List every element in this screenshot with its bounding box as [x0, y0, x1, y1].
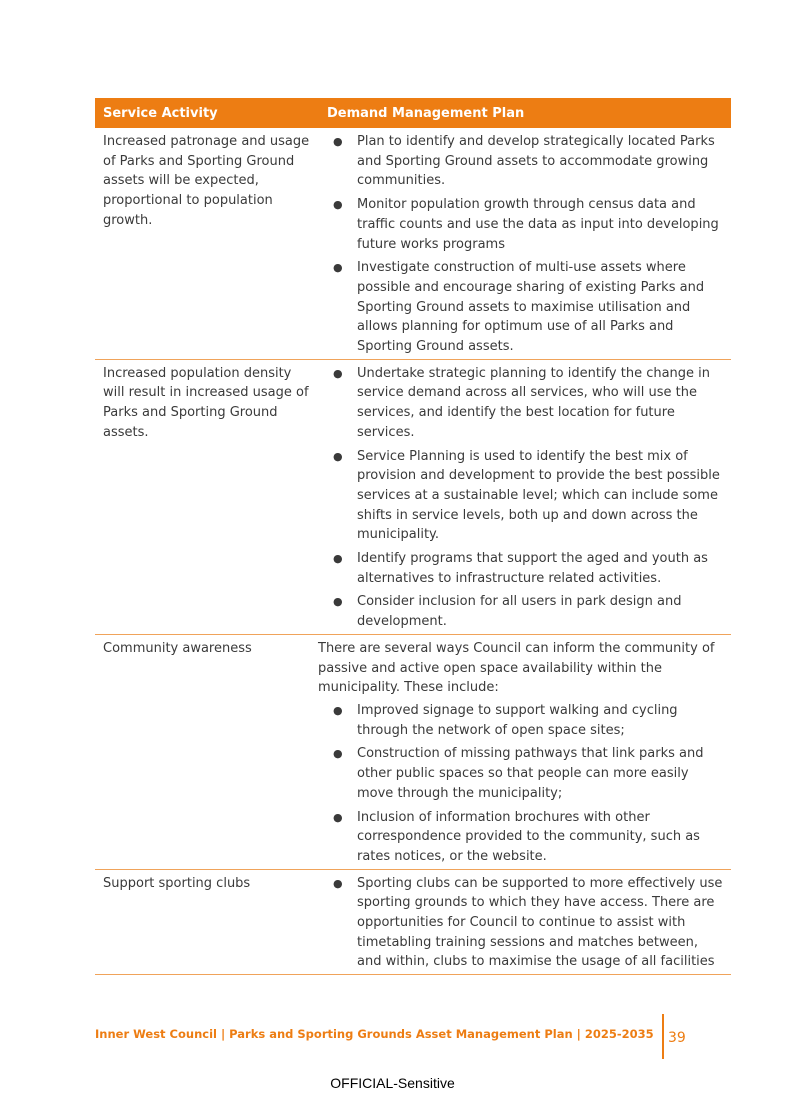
page-number: 39	[668, 1030, 686, 1046]
bullet-icon: ●	[333, 552, 343, 566]
service-activity-cell: Increased population density will result in increased usage of Parks and Sporting Ground assets.	[103, 365, 309, 440]
plan-cell	[319, 360, 731, 634]
service-activity-cell: Community awareness	[103, 640, 252, 656]
plan-cell	[319, 128, 731, 359]
bullet-icon: ●	[333, 198, 343, 212]
list-item: ● Sporting clubs can be supported to more effectively use sporting grounds to which they have access. There are opportunities for Council to continue to assist with timetabling training sessions and matches between, and within, clubs to maximise the usage of all facilities	[333, 875, 723, 970]
bullet-icon: ●	[333, 810, 343, 824]
service-activity-cell: Increased patronage and usage of Parks and Sporting Ground assets will be expected, proportional to population growth.	[103, 134, 310, 228]
plan-list	[319, 364, 723, 632]
plan-list	[319, 132, 723, 357]
header-service-activity: Service Activity	[103, 105, 218, 121]
demand-management-table	[95, 98, 731, 975]
bullet-icon: ●	[333, 366, 343, 380]
list-item: ● Plan to identify and develop strategically located Parks and Sporting Ground assets to accommodate growing communities.	[333, 134, 715, 189]
footer-title: Inner West Council | Parks and Sporting Grounds Asset Management Plan | 2025-2035	[95, 1027, 654, 1041]
list-item: ● Service Planning is used to identify the best mix of provision and development to provide the best possible services at a sustainable level; which can include some shifts in service levels, both up and down across the municipality.	[333, 448, 720, 543]
list-item: ● Inclusion of information brochures with other correspondence provided to the community, such as rates notices, or the website.	[333, 809, 700, 864]
bullet-icon: ●	[333, 595, 343, 609]
plan-list	[319, 701, 723, 867]
list-item: ● Improved signage to support walking and cycling through the network of open space sites;	[333, 702, 678, 738]
bullet-icon: ●	[333, 135, 343, 148]
service-activity-cell: Support sporting clubs	[103, 875, 251, 891]
table-row	[95, 360, 731, 635]
plan-intro: There are several ways Council can inform the community of passive and active open space availability within the municipality. These include:	[318, 640, 715, 696]
list-item: ● Construction of missing pathways that link parks and other public spaces so that people can more easily move through the municipality;	[333, 746, 704, 801]
table-row	[95, 870, 731, 976]
plan-cell	[319, 635, 731, 869]
table-row	[95, 635, 731, 870]
plan-cell	[319, 870, 731, 975]
footer-divider	[662, 1014, 664, 1059]
table-header	[95, 98, 731, 128]
bullet-icon: ●	[333, 261, 343, 275]
header-demand-management-plan: Demand Management Plan	[327, 105, 525, 121]
bullet-icon: ●	[333, 703, 343, 717]
bullet-icon: ●	[333, 747, 343, 761]
list-item: ● Undertake strategic planning to identify the change in service demand across all services, who will use the services, and identify the best location for future services.	[333, 365, 711, 440]
list-item: ● Investigate construction of multi-use assets where possible and encourage sharing of existing Parks and Sporting Ground assets to maximise utilisation and allows planning for optimum use of all Parks and Sporting Ground assets.	[333, 260, 705, 355]
plan-list	[319, 874, 723, 973]
table-row	[95, 128, 731, 360]
list-item: ● Monitor population growth through census data and traffic counts and use the data as input into developing future works programs	[333, 197, 719, 252]
classification-label: OFFICIAL-Sensitive	[330, 1075, 455, 1091]
bullet-icon: ●	[333, 449, 343, 463]
list-item: ● Consider inclusion for all users in park design and development.	[333, 594, 682, 630]
list-item: ● Identify programs that support the aged and youth as alternatives to infrastructure related activities.	[333, 551, 708, 586]
bullet-icon: ●	[333, 876, 343, 890]
